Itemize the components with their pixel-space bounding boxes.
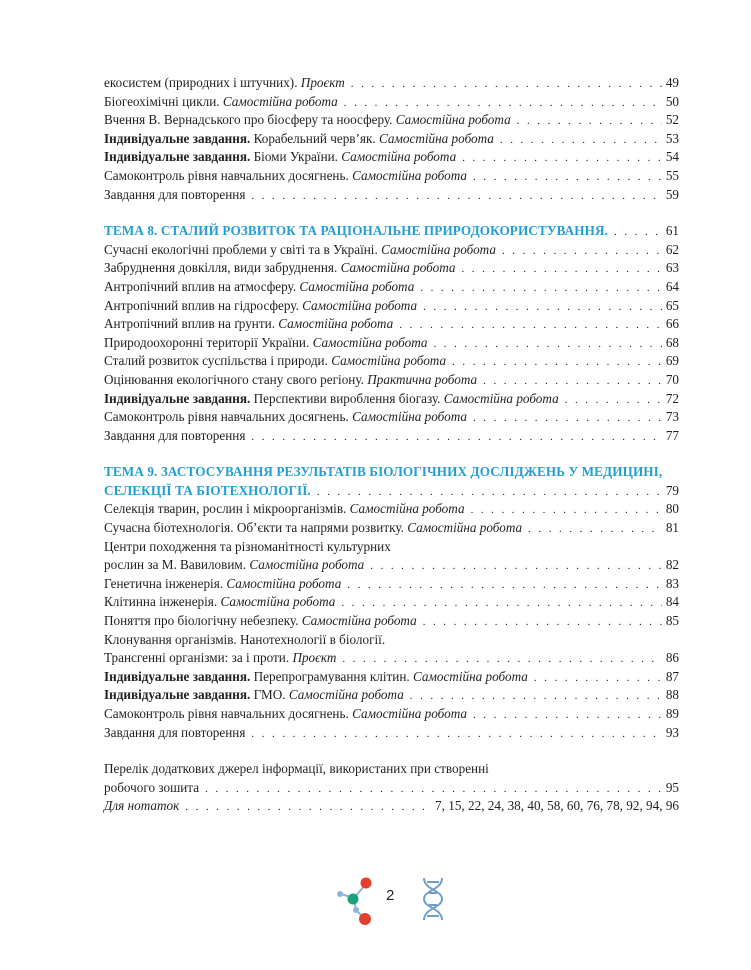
toc-entry[interactable] (104, 408, 679, 427)
entry-text: Антропічний вплив на ґрунти. (104, 316, 279, 332)
toc-entry-title (104, 315, 393, 334)
toc-entry-title (104, 556, 364, 575)
entry-text: Сталий розвиток суспільства і природи. (104, 353, 332, 369)
toc-entry-title (104, 130, 494, 149)
toc-entry-page: 81 (665, 520, 679, 536)
toc-entry-title (104, 575, 341, 594)
task-type-label: Індивідуальне завдання. (104, 687, 251, 703)
sources-line2: робочого зошита (104, 779, 200, 795)
entry-text: Природоохоронні території України. (104, 334, 313, 350)
work-type-label: Проєкт (300, 75, 345, 90)
entry-text: Трансгенні організми: за і проти. (104, 650, 293, 666)
work-type-label: Практична робота (367, 371, 478, 387)
toc-entry-title (104, 278, 414, 297)
work-type-label: Самостійна робота (220, 594, 336, 610)
entry-text: Завдання для повторення (104, 724, 246, 740)
topic-8-title: ТЕМА 8. СТАЛИЙ РОЗВИТОК ТА РАЦІОНАЛЬНЕ ПРИРОДОКОРИСТУВАННЯ. (104, 223, 609, 239)
task-type-label: Індивідуальне завдання. (104, 149, 251, 165)
toc-entry-page: 68 (665, 334, 679, 350)
toc-entry-title (104, 352, 446, 371)
topic-9-page: 79 (665, 482, 679, 498)
toc-block-topic-8 (104, 241, 679, 446)
toc-entry[interactable] (104, 705, 679, 724)
toc-entry-title (104, 427, 245, 446)
entry-text: ГМО. (250, 687, 289, 703)
work-type-label: Проєкт (292, 650, 337, 666)
work-type-label: Самостійна робота (412, 668, 528, 684)
toc-block-topic-9 (104, 500, 679, 742)
toc-entry[interactable] (104, 519, 679, 538)
task-type-label: Індивідуальне завдання. (104, 130, 251, 146)
entry-text: Сучасна біотехнологія. Об’єкти та напрями розвитку. (104, 520, 408, 536)
toc-entry[interactable] (104, 297, 679, 316)
work-type-label: Самостійна робота (226, 575, 342, 591)
toc-entry-page: 73 (665, 409, 679, 425)
toc-entry-title (104, 111, 511, 130)
toc-entry-title (104, 390, 559, 409)
toc-entry-page: 89 (665, 706, 679, 721)
toc-entry[interactable] (104, 500, 679, 519)
entry-text: Сучасні екологічні проблеми у світі та в Україні. (104, 241, 382, 257)
toc-entry-title (104, 519, 522, 538)
work-type-label: Самостійна робота (379, 130, 494, 146)
toc-entry-page: 63 (665, 260, 679, 276)
work-type-label: Самостійна робота (312, 334, 428, 350)
entry-text: Антропічний вплив на атмосферу. (104, 278, 300, 294)
toc-entry-page: 72 (665, 390, 679, 406)
entry-text: Генетична інженерія. (104, 575, 227, 591)
work-type-label: Самостійна робота (381, 241, 496, 257)
work-type-label: Самостійна робота (331, 353, 447, 369)
work-type-label: Самостійна робота (407, 520, 523, 536)
toc-entry[interactable] (104, 371, 679, 390)
notes-pages: 7, 15, 22, 24, 38, 40, 58, 60, 76, 78, 92, 94, 96 (435, 798, 679, 814)
work-type-label: Самостійна робота (352, 409, 467, 425)
toc-entry-page: 65 (665, 297, 679, 313)
toc-entry-page: 82 (665, 557, 679, 573)
toc-entry-title (104, 74, 345, 93)
entry-text: Біоми України. (250, 149, 342, 165)
topic-9-title-line2: СЕЛЕКЦІЇ ТА БІОТЕХНОЛОГІЇ. (104, 482, 311, 498)
toc-entry-title (104, 297, 417, 316)
toc-entry[interactable] (104, 186, 679, 205)
work-type-label: Самостійна робота (299, 278, 415, 294)
toc-entry[interactable] (104, 241, 679, 260)
toc-entry-title (104, 371, 477, 390)
toc-entry[interactable] (104, 427, 679, 446)
entry-text: Антропічний вплив на гідросферу. (104, 297, 303, 313)
toc-entry-title (104, 705, 467, 724)
entry-text: Завдання для повторення (104, 427, 246, 443)
work-type-label: Самостійна робота (443, 390, 559, 406)
toc-entry[interactable] (104, 575, 679, 594)
toc-entry[interactable] (104, 686, 679, 705)
entry-text: Поняття про біологічну небезпеку. (104, 613, 302, 629)
work-type-label: Самостійна робота (352, 706, 467, 721)
toc-entry-page: 77 (665, 427, 679, 443)
toc-entry[interactable] (104, 334, 679, 353)
toc-entry-page: 49 (665, 75, 679, 90)
entry-text: Самоконтроль рівня навчальних досягнень. (104, 706, 353, 721)
toc-entry-page: 55 (665, 167, 679, 183)
toc-entry-pre-line: Клонування організмів. Нанотехнології в біології. (104, 631, 386, 647)
task-type-label: Індивідуальне завдання. (104, 390, 251, 406)
toc-entry-page: 88 (665, 687, 679, 703)
toc-entry-page: 62 (665, 241, 679, 257)
toc-entry-title (104, 500, 465, 519)
entry-text: Перспективи вироблення біогазу. (250, 390, 444, 406)
table-of-contents (104, 74, 679, 816)
toc-entry-title (104, 167, 467, 186)
toc-entry-page: 84 (665, 594, 679, 610)
toc-entry[interactable] (104, 390, 679, 409)
toc-entry-page: 52 (665, 112, 679, 128)
toc-entry-title (104, 241, 496, 260)
work-type-label: Самостійна робота (222, 93, 338, 109)
work-type-label: Самостійна робота (349, 501, 465, 517)
entry-text: Завдання для повторення (104, 186, 246, 202)
toc-notes-entry[interactable] (104, 797, 679, 816)
work-type-label: Самостійна робота (301, 613, 417, 629)
toc-entry[interactable] (104, 724, 679, 743)
toc-entry-page: 93 (665, 724, 679, 740)
entry-text: Селекція тварин, рослин і мікроорганізмів. (104, 501, 350, 517)
entry-text: Самоконтроль рівня навчальних досягнень. (104, 167, 353, 183)
page-footer (0, 862, 751, 932)
toc-entry-title (104, 668, 528, 687)
molecule-icon (332, 872, 382, 928)
notes-label: Для нотаток (104, 798, 180, 814)
toc-entry-title (104, 148, 456, 167)
toc-entry-title (104, 93, 338, 112)
work-type-label: Самостійна робота (278, 316, 394, 332)
toc-entry-page: 87 (665, 668, 679, 684)
toc-entry[interactable] (104, 278, 679, 297)
entry-text: Вчення В. Вернадського про біосферу та ноосферу. (104, 112, 396, 128)
toc-entry-page: 66 (665, 316, 679, 332)
toc-entry-page: 85 (665, 613, 679, 629)
sources-page: 95 (665, 779, 679, 795)
entry-text: Самоконтроль рівня навчальних досягнень. (104, 409, 353, 425)
toc-entry-page: 53 (665, 130, 679, 146)
entry-text: Клітинна інженерія. (104, 594, 221, 610)
toc-block-previous-topic (104, 74, 679, 204)
toc-entry-title (104, 186, 245, 205)
toc-entry-pre-line: Центри походження та різноманітності культурних (104, 538, 391, 554)
toc-entry[interactable] (104, 167, 679, 186)
entry-text: екосистем (природних і штучних). (104, 75, 301, 90)
toc-entry-page: 70 (665, 371, 679, 387)
toc-entry-page: 59 (665, 186, 679, 202)
toc-topic-9[interactable] (104, 463, 679, 500)
toc-entry[interactable] (104, 352, 679, 371)
work-type-label: Самостійна робота (395, 112, 511, 128)
toc-entry-page: 83 (665, 575, 679, 591)
toc-entry-page: 54 (665, 149, 679, 165)
work-type-label: Самостійна робота (352, 167, 467, 183)
toc-entry-title (104, 408, 467, 427)
toc-entry-page: 80 (665, 501, 679, 517)
toc-entry-title (104, 724, 245, 743)
toc-entry[interactable] (104, 111, 679, 130)
toc-entry-page: 64 (665, 278, 679, 294)
toc-sources-entry[interactable] (104, 760, 679, 797)
entry-text: рослин за М. Вавиловим. (104, 557, 250, 573)
task-type-label: Індивідуальне завдання. (104, 668, 251, 684)
toc-entry-title (104, 593, 335, 612)
toc-entry[interactable] (104, 130, 679, 149)
entry-text: Біогеохімічні цикли. (104, 93, 223, 109)
toc-entry-title (104, 259, 455, 278)
toc-entry-title (104, 612, 417, 631)
toc-entry-page: 69 (665, 353, 679, 369)
work-type-label: Самостійна робота (341, 149, 457, 165)
toc-entry[interactable] (104, 74, 679, 93)
toc-entry[interactable] (104, 315, 679, 334)
topic-9-title-line1: ТЕМА 9. ЗАСТОСУВАННЯ РЕЗУЛЬТАТІВ БІОЛОГІЧНИХ ДОСЛІДЖЕНЬ У МЕДИЦИНІ, (104, 464, 663, 480)
toc-entry[interactable] (104, 93, 679, 112)
toc-entry-page: 50 (665, 93, 679, 109)
toc-entry[interactable] (104, 612, 679, 631)
work-type-label: Самостійна робота (340, 260, 456, 276)
entry-text: Корабельний черв’як. (250, 130, 379, 146)
dna-icon (420, 876, 446, 922)
toc-entry-title (104, 686, 404, 705)
work-type-label: Самостійна робота (302, 297, 418, 313)
toc-entry[interactable] (104, 593, 679, 612)
toc-entry[interactable] (104, 668, 679, 687)
entry-text: Перепрограмування клітин. (250, 668, 413, 684)
entry-text: Оцінювання екологічного стану свого регіону. (104, 371, 368, 387)
toc-entry[interactable] (104, 148, 679, 167)
toc-entry[interactable] (104, 556, 679, 575)
toc-entry-title (104, 334, 427, 353)
toc-entry-page: 86 (665, 650, 679, 666)
topic-8-page: 61 (665, 223, 679, 239)
work-type-label: Самостійна робота (288, 687, 404, 703)
page-number: 2 (386, 887, 395, 904)
entry-text: Забруднення довкілля, види забруднення. (104, 260, 341, 276)
toc-entry[interactable] (104, 649, 679, 668)
toc-topic-8[interactable] (104, 222, 679, 241)
toc-entry[interactable] (104, 259, 679, 278)
toc-entry-title (104, 649, 336, 668)
sources-line1: Перелік додаткових джерел інформації, використаних при створенні (104, 761, 489, 777)
work-type-label: Самостійна робота (249, 557, 365, 573)
